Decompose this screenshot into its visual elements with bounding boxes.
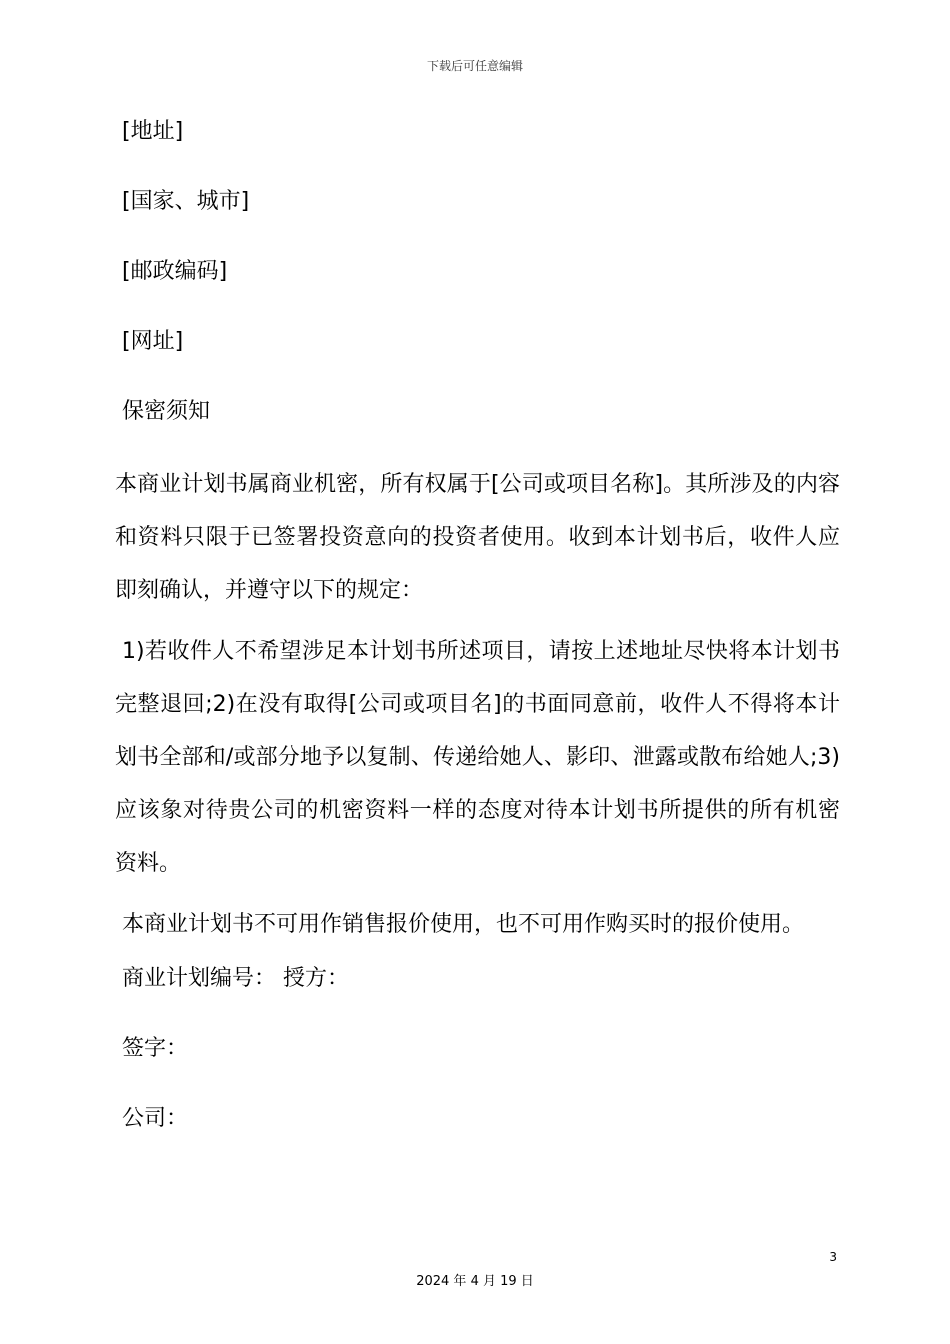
website-line: [网址] [122,329,184,354]
signature-line: 签字： [122,1036,189,1061]
postal-code-line: [邮政编码] [122,259,228,284]
page-number: 3 [829,1250,837,1264]
usage-restriction-paragraph: 本商业计划书不可用作销售报价使用，也不可用作购买时的报价使用。 [122,912,805,937]
document-body [115,112,840,1169]
company-line: 公司： [122,1106,189,1131]
address-line: [地址] [122,119,184,144]
confidentiality-paragraph: 本商业计划书属商业机密，所有权属于[公司或项目名称]。其所涉及的内容和资料只限于已签署投资意向的投资者使用。收到本计划书后，收件人应即刻确认，并遵守以下的规定： [115,472,840,603]
country-city-line: [国家、城市] [122,189,250,214]
rules-paragraph: 1)若收件人不希望涉足本计划书所述项目，请按上述地址尽快将本计划书完整退回;2)在没有取得[公司或项目名]的书面同意前，收件人不得将本计划书全部和/或部分地予以复制、传递给她人、影印、泄露或散布给她人;3)应该象对待贵公司的机密资料一样的态度对待本计划书所提供的所有机密资料。 [115,639,840,876]
page-header: 下载后可任意编辑 [426,59,523,73]
plan-number-line: 商业计划编号： 授方： [122,966,349,991]
footer-date: 2024 年 4 月 19 日 [416,1274,534,1289]
confidentiality-title: 保密须知 [122,399,211,424]
